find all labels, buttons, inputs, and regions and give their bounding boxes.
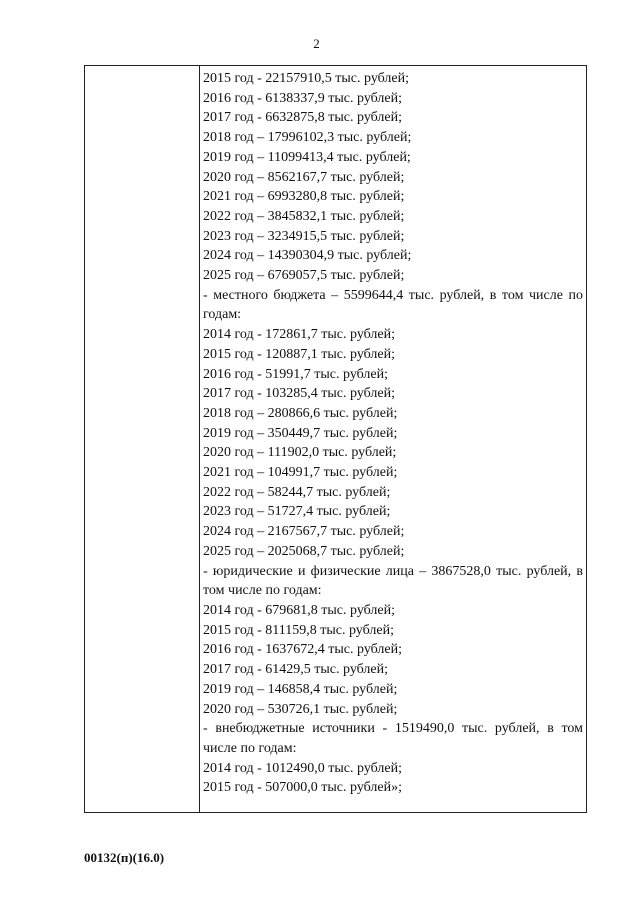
funding-line: 2017 год - 6632875,8 тыс. рублей; [203,110,403,126]
funding-line: 2021 год – 6993280,8 тыс. рублей; [203,189,405,205]
legal-entities-line: 2016 год - 1637672,4 тыс. рублей; [203,642,403,658]
local-budget-line: 2021 год – 104991,7 тыс. рублей; [203,465,398,481]
legal-entities-line: 2019 год – 146858,4 тыс. рублей; [203,681,398,697]
local-budget-line: 2024 год – 2167567,7 тыс. рублей; [203,524,405,540]
legal-entities-line: 2017 год - 61429,5 тыс. рублей; [203,662,389,678]
local-budget-line: 2022 год – 58244,7 тыс. рублей; [203,484,391,500]
local-budget-line: 2016 год - 51991,7 тыс. рублей; [203,366,389,382]
legal-entities-heading: - юридические и физические лица – 3867528,0 тыс. рублей, в том числе по годам: [203,563,583,599]
legal-entities-line: 2014 год - 679681,8 тыс. рублей; [203,602,396,618]
funding-line: 2025 год – 6769057,5 тыс. рублей; [203,268,405,284]
funding-line: 2016 год - 6138337,9 тыс. рублей; [203,90,403,106]
local-budget-line: 2015 год - 120887,1 тыс. рублей; [203,346,396,362]
legal-entities-line: 2020 год – 530726,1 тыс. рублей; [203,701,398,717]
funding-line: 2015 год - 22157910,5 тыс. рублей; [203,71,410,86]
extrabudget-line: 2014 год - 1012490,0 тыс. рублей; [203,760,403,776]
funding-table [84,65,587,813]
local-budget-line: 2017 год - 103285,4 тыс. рублей; [203,386,396,402]
page-number: 2 [313,36,320,51]
extrabudget-line: 2015 год - 507000,0 тыс. рублей»; [203,780,403,796]
extrabudget-heading: - внебюджетные источники - 1519490,0 тыс. рублей, в том числе по годам: [203,721,583,756]
local-budget-line: 2018 год – 280866,6 тыс. рублей; [203,405,398,421]
table-left-cell [85,66,200,812]
legal-entities-line: 2015 год - 811159,8 тыс. рублей; [203,622,394,638]
local-budget-line: 2019 год – 350449,7 тыс. рублей; [203,425,398,441]
funding-line: 2023 год – 3234915,5 тыс. рублей; [203,228,405,244]
local-budget-line: 2020 год – 111902,0 тыс. рублей; [203,445,397,461]
local-budget-line: 2025 год – 2025068,7 тыс. рублей; [203,543,405,559]
funding-line: 2019 год – 11099413,4 тыс. рублей; [203,149,411,165]
funding-line: 2024 год – 14390304,9 тыс. рублей; [203,248,412,264]
table-right-cell [200,66,586,812]
document-code: 00132(п)(16.0) [84,850,165,865]
local-budget-heading: - местного бюджета – 5599644,4 тыс. рублей, в том числе по годам: [203,287,583,323]
funding-line: 2018 год – 17996102,3 тыс. рублей; [203,130,412,146]
funding-line: 2022 год – 3845832,1 тыс. рублей; [203,208,405,224]
local-budget-line: 2014 год - 172861,7 тыс. рублей; [203,327,396,343]
local-budget-line: 2023 год – 51727,4 тыс. рублей; [203,504,391,520]
funding-line: 2020 год – 8562167,7 тыс. рублей; [203,169,405,185]
